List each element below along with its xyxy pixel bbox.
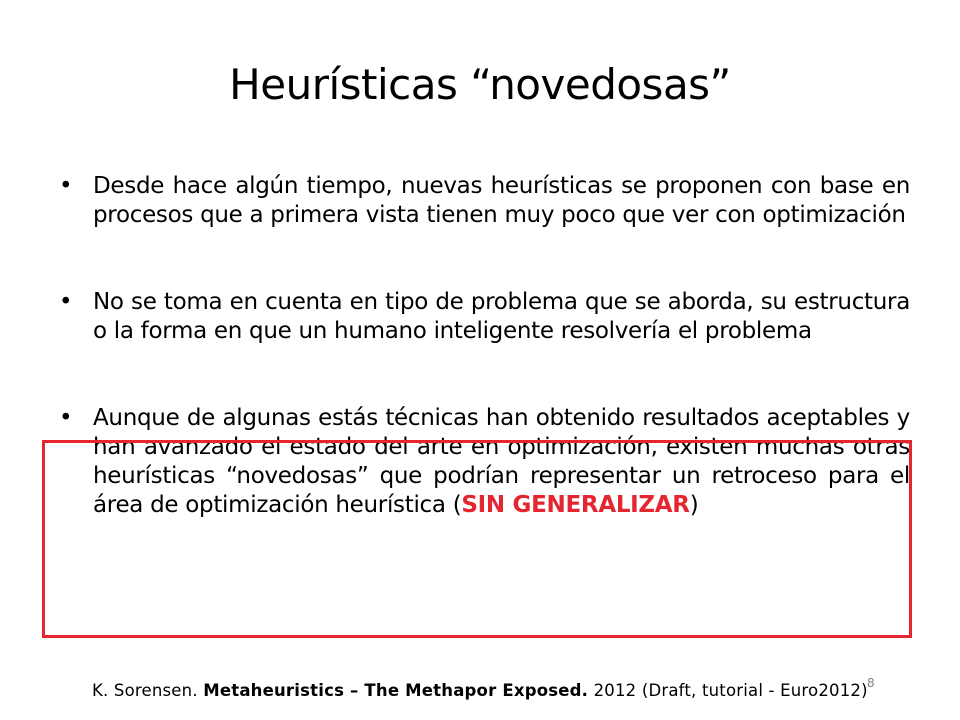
page-number: 8 <box>867 676 875 690</box>
bullet-dot-icon: • <box>59 173 73 199</box>
footer-author: K. Sorensen. <box>92 681 198 700</box>
slide-title: Heurísticas “novedosas” <box>229 60 731 109</box>
bullet-item-2 <box>56 288 910 346</box>
bullet-text-3-main: Aunque de algunas estás técnicas han obtenido resultados aceptables y han avanzado el estado del arte en optimización, existen muchas otras heurísticas “novedosas” que podrían representar un retroceso para el área de optimización heurística ( <box>93 405 910 518</box>
footer-work: Metaheuristics – The Methapor Exposed. <box>203 681 589 700</box>
bullet-text-1: Desde hace algún tiempo, nuevas heurísticas se proponen con base en procesos que a primera vista tienen muy poco que ver con optimización <box>93 173 910 228</box>
footer-details: 2012 (Draft, tutorial - Euro2012) <box>593 681 868 700</box>
highlight-text: SIN GENERALIZAR <box>461 492 690 518</box>
bullet-dot-icon: • <box>59 405 73 431</box>
bullet-item-1 <box>56 172 910 230</box>
bullet-text-3-end: ) <box>689 492 699 518</box>
bullet-text-2: No se toma en cuenta en tipo de problema que se aborda, su estructura o la forma en que un humano inteligente resolvería el problema <box>93 289 910 344</box>
bullet-dot-icon: • <box>59 289 73 315</box>
highlight-box <box>42 440 912 638</box>
footer-citation <box>92 680 868 702</box>
